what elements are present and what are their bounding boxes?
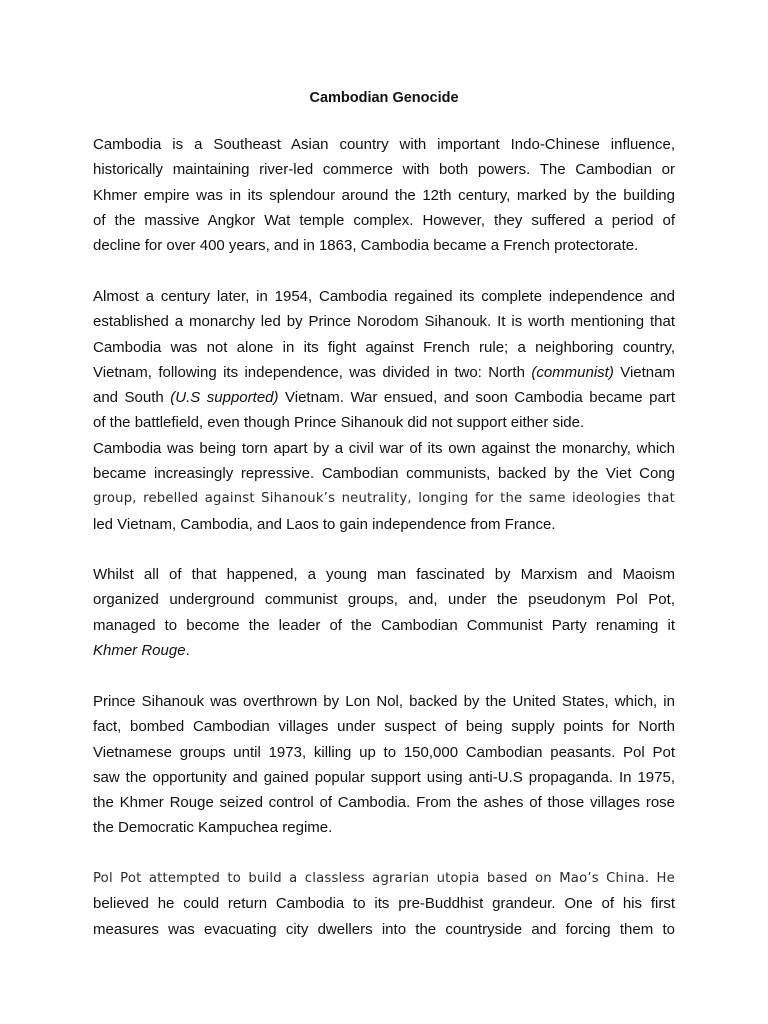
text-line: group, rebelled against Sihanouk’s neutrality, longing for the same ideologies that <box>93 491 675 507</box>
text-line: of the battlefield, even though Prince Sihanouk did not support either side. <box>93 414 585 432</box>
text-line-with-italic <box>93 385 675 410</box>
text-line: Cambodia is a Southeast Asian country with important Indo-Chinese influence, <box>93 136 675 153</box>
text-line: Prince Sihanouk was overthrown by Lon Nol, backed by the United States, which, in <box>93 693 675 710</box>
text-run: Vietnam, following its independence, was divided in two: North <box>93 363 532 381</box>
text-line: Cambodia was being torn apart by a civil war of its own against the monarchy, which <box>93 439 675 457</box>
text-line: managed to become the leader of the Cambodian Communist Party renaming it <box>93 616 675 634</box>
text-line: fact, bombed Cambodian villages under suspect of being supply points for North <box>93 718 675 736</box>
text-line: decline for over 400 years, and in 1863, Cambodia became a French protectorate. <box>93 237 639 255</box>
paragraph-5 <box>93 866 675 942</box>
text-line: Whilst all of that happened, a young man fascinated by Marxism and Maoism <box>93 566 675 583</box>
text-line: measures was evacuating city dwellers into the countryside and forcing them to <box>93 920 675 938</box>
document-title: Cambodian Genocide <box>309 90 459 106</box>
text-line: Khmer empire was in its splendour around the 12th century, marked by the building <box>93 186 675 204</box>
text-run: Vietnam. War ensued, and soon Cambodia became part <box>278 389 676 407</box>
text-run: Vietnam <box>613 363 675 381</box>
paragraph-2 <box>93 284 675 537</box>
paragraph-1 <box>93 132 675 258</box>
text-line: Cambodia was not alone in its fight against French rule; a neighboring country, <box>93 338 675 356</box>
text-line: of the massive Angkor Wat temple complex. However, they suffered a period of <box>93 211 675 229</box>
text-run: and South <box>93 389 171 407</box>
italic-text: Khmer Rouge <box>93 641 186 659</box>
text-line: became increasingly repressive. Cambodian communists, backed by the Viet Cong <box>93 465 675 483</box>
text-line: the Democratic Kampuchea regime. <box>93 819 333 837</box>
italic-text: (U.S supported) <box>170 389 279 407</box>
text-line-with-italic <box>93 638 675 663</box>
text-line: the Khmer Rouge seized control of Cambodia. From the ashes of those villages rose <box>93 794 675 812</box>
text-line-with-italic <box>93 360 675 385</box>
text-line: established a monarchy led by Prince Norodom Sihanouk. It is worth mentioning that <box>93 313 675 331</box>
paragraph-3 <box>93 562 675 663</box>
text-line: saw the opportunity and gained popular support using anti-U.S propaganda. In 1975, <box>93 768 675 786</box>
text-line: historically maintaining river-led commerce with both powers. The Cambodian or <box>93 161 675 179</box>
text-line: Pol Pot attempted to build a classless agrarian utopia based on Mao’s China. He <box>93 871 675 886</box>
text-run: . <box>185 641 190 659</box>
text-line: organized underground communist groups, and, under the pseudonym Pol Pot, <box>93 591 675 609</box>
paragraph-4 <box>93 689 675 841</box>
text-line: Almost a century later, in 1954, Cambodia regained its complete independence and <box>93 288 675 305</box>
italic-text: (communist) <box>531 363 614 381</box>
text-line: believed he could return Cambodia to its pre-Buddhist grandeur. One of his first <box>93 895 675 913</box>
text-line: Vietnamese groups until 1973, killing up to 150,000 Cambodian peasants. Pol Pot <box>93 743 675 761</box>
text-line: led Vietnam, Cambodia, and Laos to gain independence from France. <box>93 515 556 533</box>
